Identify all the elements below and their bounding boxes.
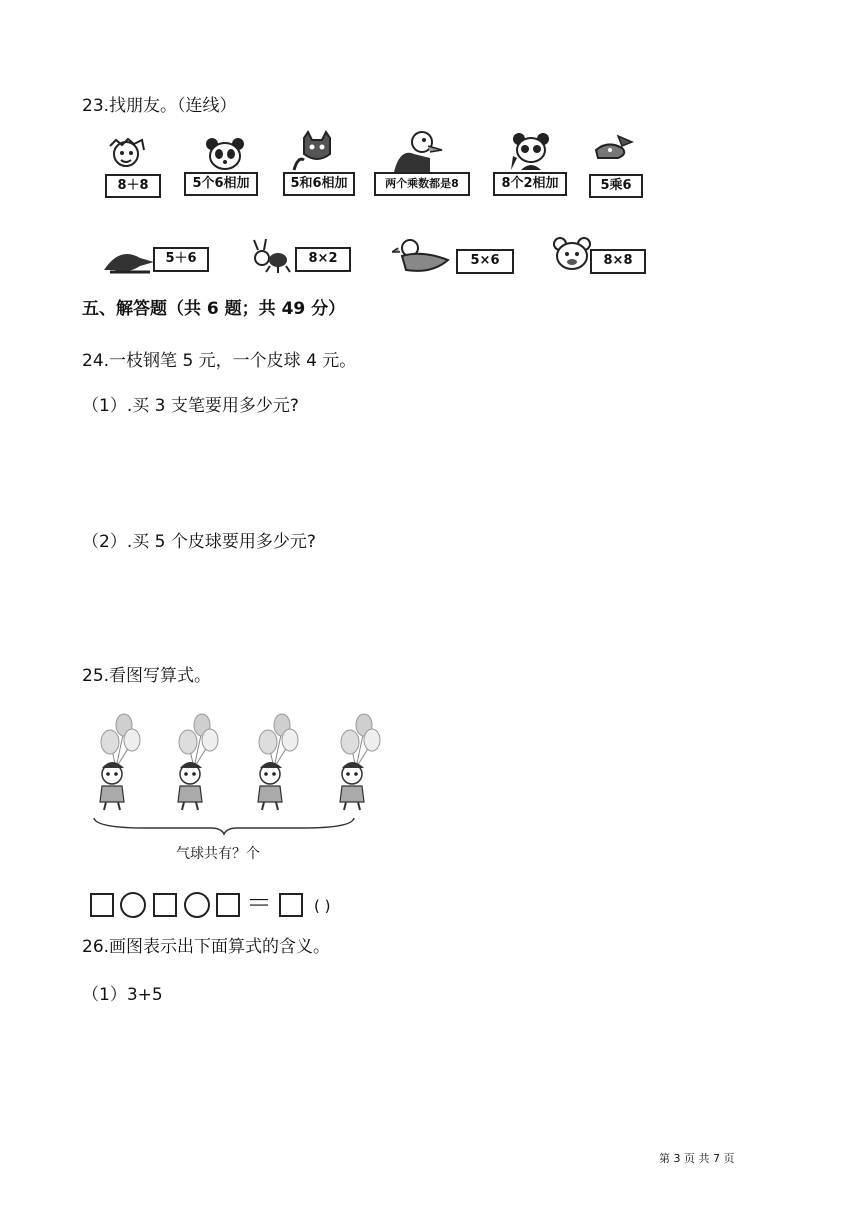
label-8-times-2[interactable]: 8×2 (295, 247, 351, 272)
duck-character-icon (390, 128, 450, 174)
q24-part1: （1）.买 3 支笔要用多少元? (82, 396, 299, 416)
operator-circle-1[interactable] (120, 892, 146, 918)
bird-nest-icon (100, 240, 158, 276)
lion-face-icon (102, 136, 152, 174)
bear-face-icon (550, 234, 594, 274)
unit-parentheses[interactable]: ( ) (314, 897, 331, 915)
label-5-plus-6[interactable]: 5＋6 (153, 247, 209, 272)
label-5-and-6[interactable]: 5和6相加 (283, 172, 355, 196)
duck-icon (392, 236, 458, 276)
answer-box-2[interactable] (153, 893, 177, 917)
four-children-with-balloons-picture (86, 710, 386, 850)
ant-icon (250, 236, 300, 274)
label-8-plus-8[interactable]: 8＋8 (105, 174, 161, 198)
label-8-times-8[interactable]: 8×8 (590, 249, 646, 274)
section-5-heading: 五、解答题（共 6 题；共 49 分） (82, 299, 346, 319)
rabbit-icon (588, 132, 640, 172)
page-footer: 第 3 页 共 7 页 (659, 1152, 735, 1165)
answer-box-3[interactable] (216, 893, 240, 917)
operator-circle-2[interactable] (184, 892, 210, 918)
q24-part2: （2）.买 5 个皮球要用多少元? (82, 532, 316, 552)
label-both-factors-8[interactable]: 两个乘数都是8 (374, 172, 470, 196)
q24-title: 24.一枝钢笔 5 元，一个皮球 4 元。 (82, 351, 357, 371)
answer-box-result[interactable] (279, 893, 303, 917)
q26-part1: （1）3+5 (82, 985, 163, 1005)
q25-title: 25.看图写算式。 (82, 666, 212, 686)
label-5-times-6-words[interactable]: 5乘6 (589, 174, 643, 198)
panda-waving-icon (507, 130, 557, 174)
q23-title: 23.找朋友。（连线） (82, 96, 237, 116)
label-5-times-6[interactable]: 5×6 (456, 249, 514, 274)
equals-sign: ＝ (246, 889, 273, 919)
label-8-twos[interactable]: 8个2相加 (493, 172, 567, 196)
cat-icon (290, 130, 345, 174)
answer-box-1[interactable] (90, 893, 114, 917)
label-5-sixes[interactable]: 5个6相加 (184, 172, 258, 196)
q25-balloon-caption: 气球共有？个 (176, 846, 260, 862)
q26-title: 26.画图表示出下面算式的含义。 (82, 937, 331, 957)
panda-face-icon (200, 134, 250, 174)
